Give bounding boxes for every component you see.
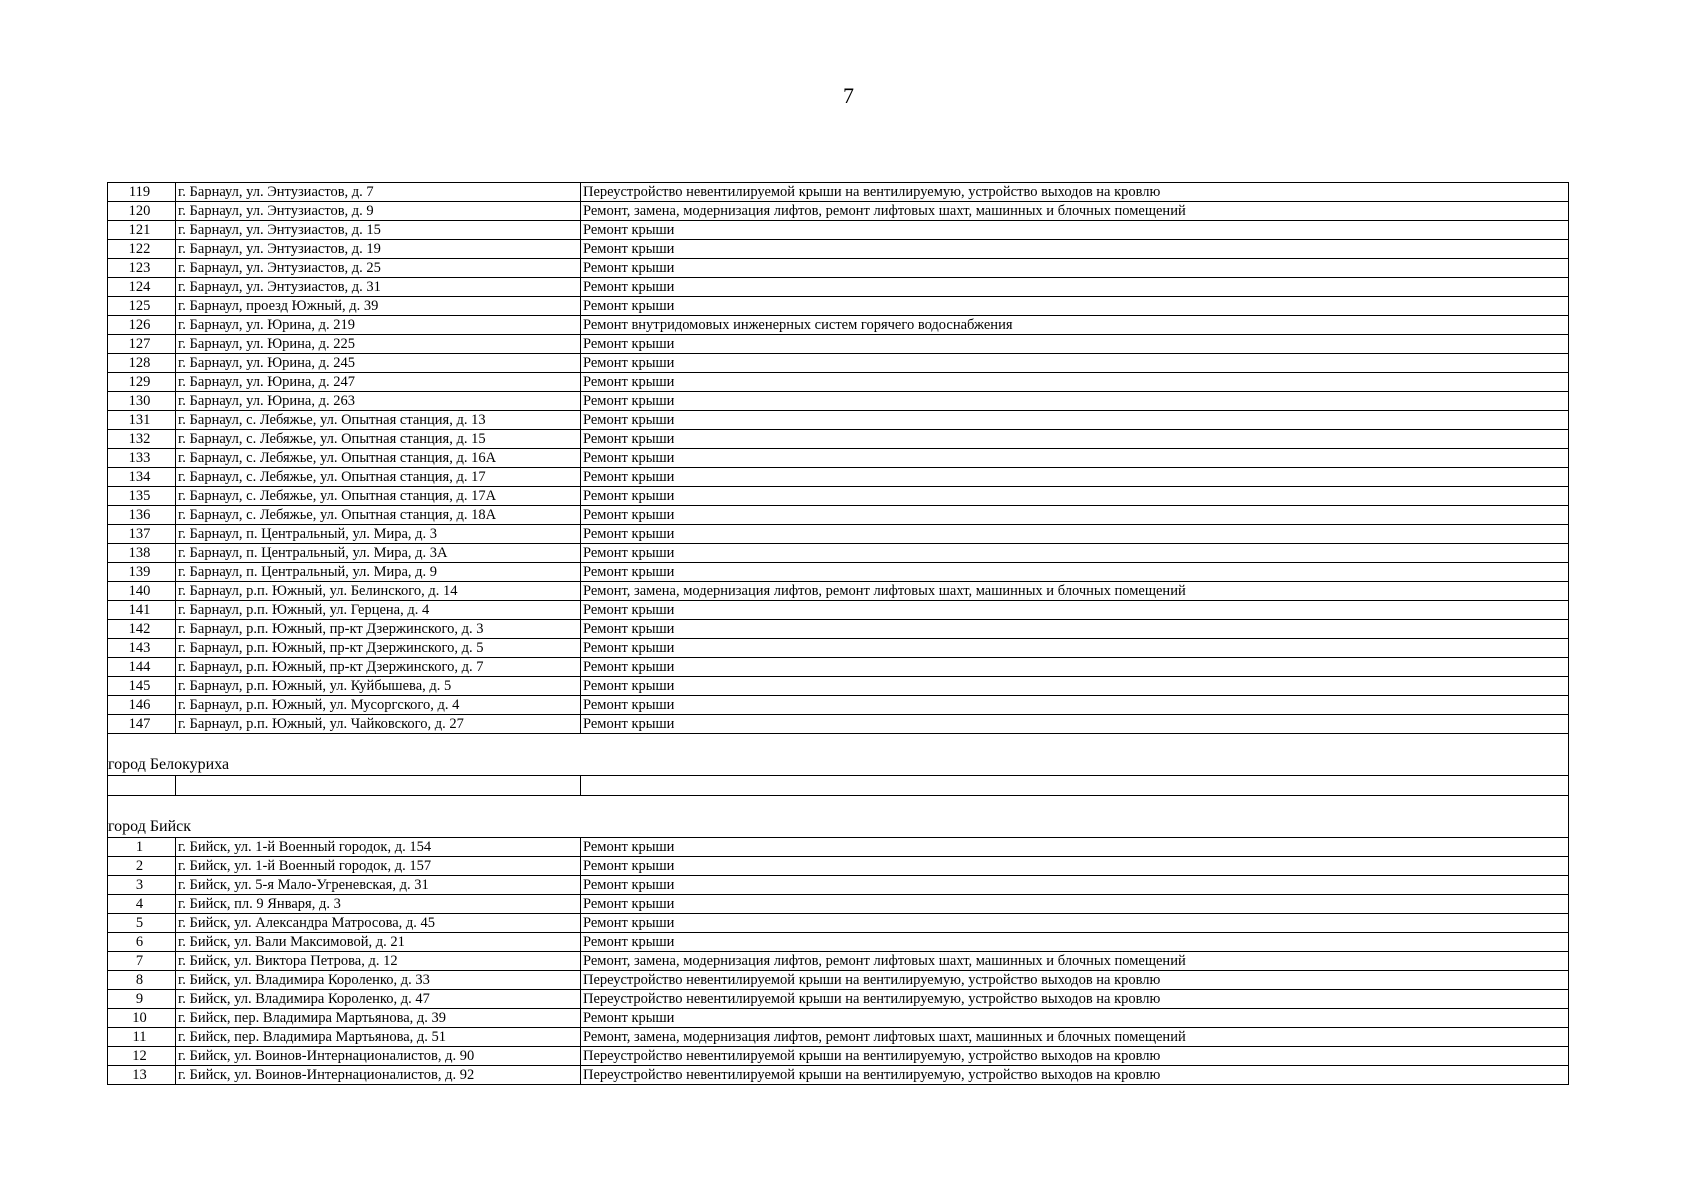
row-work-type: Переустройство невентилируемой крыши на вентилируемую, устройство выходов на кровлю <box>581 1066 1569 1085</box>
row-number: 146 <box>108 696 176 715</box>
section-header-row <box>108 796 1569 838</box>
table-row <box>108 183 1569 202</box>
table-row <box>108 354 1569 373</box>
row-number: 122 <box>108 240 176 259</box>
table-row <box>108 696 1569 715</box>
row-address: г. Барнаул, п. Центральный, ул. Мира, д. 3 <box>176 525 581 544</box>
row-work-type: Ремонт крыши <box>581 933 1569 952</box>
row-address: г. Барнаул, р.п. Южный, пр-кт Дзержинского, д. 3 <box>176 620 581 639</box>
empty-section-row <box>108 776 1569 796</box>
row-number: 136 <box>108 506 176 525</box>
row-address: г. Барнаул, р.п. Южный, ул. Чайковского, д. 27 <box>176 715 581 734</box>
row-work-type: Ремонт крыши <box>581 620 1569 639</box>
table-body <box>108 183 1569 1085</box>
row-work-type: Ремонт крыши <box>581 449 1569 468</box>
row-work-type: Ремонт крыши <box>581 430 1569 449</box>
row-number: 143 <box>108 639 176 658</box>
table-row <box>108 1066 1569 1085</box>
table-row <box>108 506 1569 525</box>
table-row <box>108 895 1569 914</box>
row-number: 142 <box>108 620 176 639</box>
row-address: г. Барнаул, ул. Энтузиастов, д. 7 <box>176 183 581 202</box>
row-number: 140 <box>108 582 176 601</box>
row-number: 139 <box>108 563 176 582</box>
table-row <box>108 971 1569 990</box>
row-work-type: Ремонт крыши <box>581 487 1569 506</box>
section-title: город Белокуриха <box>108 734 1569 776</box>
row-address: г. Бийск, ул. Виктора Петрова, д. 12 <box>176 952 581 971</box>
table-row <box>108 876 1569 895</box>
row-work-type: Ремонт крыши <box>581 392 1569 411</box>
table-row <box>108 838 1569 857</box>
row-address: г. Барнаул, ул. Юрина, д. 245 <box>176 354 581 373</box>
empty-work-cell <box>581 776 1569 796</box>
row-address: г. Бийск, ул. 5-я Мало-Угреневская, д. 31 <box>176 876 581 895</box>
row-address: г. Барнаул, ул. Энтузиастов, д. 25 <box>176 259 581 278</box>
row-number: 10 <box>108 1009 176 1028</box>
row-work-type: Ремонт крыши <box>581 639 1569 658</box>
table-row <box>108 620 1569 639</box>
row-number: 131 <box>108 411 176 430</box>
row-work-type: Ремонт крыши <box>581 335 1569 354</box>
row-address: г. Бийск, ул. Вали Максимовой, д. 21 <box>176 933 581 952</box>
table-row <box>108 933 1569 952</box>
row-work-type: Ремонт крыши <box>581 696 1569 715</box>
row-work-type: Ремонт крыши <box>581 278 1569 297</box>
row-work-type: Ремонт крыши <box>581 838 1569 857</box>
row-address: г. Барнаул, ул. Юрина, д. 247 <box>176 373 581 392</box>
row-number: 141 <box>108 601 176 620</box>
table-row <box>108 392 1569 411</box>
row-work-type: Ремонт крыши <box>581 658 1569 677</box>
row-number: 11 <box>108 1028 176 1047</box>
table-row <box>108 449 1569 468</box>
row-address: г. Барнаул, проезд Южный, д. 39 <box>176 297 581 316</box>
table-row <box>108 1028 1569 1047</box>
table-row <box>108 952 1569 971</box>
row-address: г. Барнаул, р.п. Южный, ул. Мусоргского, д. 4 <box>176 696 581 715</box>
row-number: 134 <box>108 468 176 487</box>
row-number: 147 <box>108 715 176 734</box>
table-row <box>108 525 1569 544</box>
table-row <box>108 857 1569 876</box>
row-work-type: Ремонт крыши <box>581 1009 1569 1028</box>
row-number: 137 <box>108 525 176 544</box>
row-number: 125 <box>108 297 176 316</box>
row-number: 8 <box>108 971 176 990</box>
row-work-type: Ремонт, замена, модернизация лифтов, ремонт лифтовых шахт, машинных и блочных помещений <box>581 582 1569 601</box>
table-row <box>108 202 1569 221</box>
row-address: г. Барнаул, ул. Энтузиастов, д. 9 <box>176 202 581 221</box>
row-address: г. Барнаул, п. Центральный, ул. Мира, д. 9 <box>176 563 581 582</box>
row-address: г. Барнаул, р.п. Южный, ул. Герцена, д. 4 <box>176 601 581 620</box>
row-number: 135 <box>108 487 176 506</box>
table-row <box>108 259 1569 278</box>
empty-num-cell <box>108 776 176 796</box>
row-number: 3 <box>108 876 176 895</box>
row-work-type: Ремонт крыши <box>581 876 1569 895</box>
row-number: 13 <box>108 1066 176 1085</box>
table-row <box>108 487 1569 506</box>
row-work-type: Переустройство невентилируемой крыши на вентилируемую, устройство выходов на кровлю <box>581 971 1569 990</box>
row-work-type: Переустройство невентилируемой крыши на вентилируемую, устройство выходов на кровлю <box>581 1047 1569 1066</box>
table-row <box>108 316 1569 335</box>
table-row <box>108 582 1569 601</box>
row-work-type: Ремонт крыши <box>581 221 1569 240</box>
row-work-type: Ремонт крыши <box>581 525 1569 544</box>
row-address: г. Барнаул, с. Лебяжье, ул. Опытная станция, д. 17 <box>176 468 581 487</box>
row-address: г. Барнаул, ул. Энтузиастов, д. 15 <box>176 221 581 240</box>
row-work-type: Ремонт крыши <box>581 259 1569 278</box>
row-number: 124 <box>108 278 176 297</box>
row-address: г. Барнаул, с. Лебяжье, ул. Опытная станция, д. 16А <box>176 449 581 468</box>
row-number: 5 <box>108 914 176 933</box>
row-number: 126 <box>108 316 176 335</box>
row-number: 120 <box>108 202 176 221</box>
row-address: г. Барнаул, ул. Юрина, д. 219 <box>176 316 581 335</box>
row-work-type: Ремонт крыши <box>581 544 1569 563</box>
table-row <box>108 335 1569 354</box>
row-address: г. Бийск, пер. Владимира Мартьянова, д. 39 <box>176 1009 581 1028</box>
row-number: 1 <box>108 838 176 857</box>
repair-program-table <box>107 182 1569 1085</box>
row-number: 12 <box>108 1047 176 1066</box>
row-address: г. Барнаул, с. Лебяжье, ул. Опытная станция, д. 15 <box>176 430 581 449</box>
table-row <box>108 990 1569 1009</box>
table-row <box>108 278 1569 297</box>
table-row <box>108 563 1569 582</box>
row-address: г. Барнаул, р.п. Южный, ул. Белинского, д. 14 <box>176 582 581 601</box>
row-work-type: Ремонт, замена, модернизация лифтов, ремонт лифтовых шахт, машинных и блочных помещений <box>581 952 1569 971</box>
row-work-type: Ремонт крыши <box>581 715 1569 734</box>
row-work-type: Ремонт крыши <box>581 297 1569 316</box>
table-row <box>108 411 1569 430</box>
table-row <box>108 658 1569 677</box>
row-address: г. Барнаул, с. Лебяжье, ул. Опытная станция, д. 13 <box>176 411 581 430</box>
row-work-type: Ремонт крыши <box>581 563 1569 582</box>
row-number: 127 <box>108 335 176 354</box>
row-address: г. Барнаул, ул. Энтузиастов, д. 19 <box>176 240 581 259</box>
row-address: г. Барнаул, ул. Энтузиастов, д. 31 <box>176 278 581 297</box>
table-row <box>108 914 1569 933</box>
row-number: 4 <box>108 895 176 914</box>
row-number: 121 <box>108 221 176 240</box>
table-row <box>108 221 1569 240</box>
row-address: г. Барнаул, с. Лебяжье, ул. Опытная станция, д. 17А <box>176 487 581 506</box>
page-number: 7 <box>843 83 854 108</box>
row-address: г. Барнаул, ул. Юрина, д. 263 <box>176 392 581 411</box>
row-number: 132 <box>108 430 176 449</box>
row-address: г. Барнаул, р.п. Южный, пр-кт Дзержинского, д. 5 <box>176 639 581 658</box>
row-work-type: Ремонт, замена, модернизация лифтов, ремонт лифтовых шахт, машинных и блочных помещений <box>581 1028 1569 1047</box>
row-address: г. Бийск, ул. Воинов-Интернационалистов, д. 92 <box>176 1066 581 1085</box>
row-work-type: Ремонт крыши <box>581 373 1569 392</box>
table-row <box>108 297 1569 316</box>
row-address: г. Барнаул, р.п. Южный, пр-кт Дзержинского, д. 7 <box>176 658 581 677</box>
table-row <box>108 1047 1569 1066</box>
table-row <box>108 677 1569 696</box>
row-work-type: Ремонт крыши <box>581 895 1569 914</box>
row-address: г. Бийск, ул. 1-й Военный городок, д. 157 <box>176 857 581 876</box>
row-number: 123 <box>108 259 176 278</box>
row-address: г. Бийск, пл. 9 Января, д. 3 <box>176 895 581 914</box>
row-address: г. Барнаул, п. Центральный, ул. Мира, д. 3А <box>176 544 581 563</box>
table-row <box>108 601 1569 620</box>
row-work-type: Ремонт крыши <box>581 240 1569 259</box>
row-address: г. Бийск, пер. Владимира Мартьянова, д. 51 <box>176 1028 581 1047</box>
row-work-type: Ремонт внутридомовых инженерных систем горячего водоснабжения <box>581 316 1569 335</box>
table-row <box>108 544 1569 563</box>
row-number: 2 <box>108 857 176 876</box>
row-address: г. Бийск, ул. Воинов-Интернационалистов, д. 90 <box>176 1047 581 1066</box>
row-work-type: Ремонт крыши <box>581 468 1569 487</box>
row-work-type: Переустройство невентилируемой крыши на вентилируемую, устройство выходов на кровлю <box>581 990 1569 1009</box>
section-header-row <box>108 734 1569 776</box>
table-row <box>108 240 1569 259</box>
row-work-type: Ремонт, замена, модернизация лифтов, ремонт лифтовых шахт, машинных и блочных помещений <box>581 202 1569 221</box>
table-row <box>108 1009 1569 1028</box>
row-work-type: Ремонт крыши <box>581 601 1569 620</box>
row-number: 144 <box>108 658 176 677</box>
row-address: г. Барнаул, с. Лебяжье, ул. Опытная станция, д. 18А <box>176 506 581 525</box>
row-work-type: Ремонт крыши <box>581 677 1569 696</box>
row-address: г. Бийск, ул. Владимира Короленко, д. 47 <box>176 990 581 1009</box>
table-row <box>108 373 1569 392</box>
row-work-type: Ремонт крыши <box>581 411 1569 430</box>
table-row <box>108 639 1569 658</box>
row-address: г. Бийск, ул. Александра Матросова, д. 45 <box>176 914 581 933</box>
row-number: 138 <box>108 544 176 563</box>
row-number: 7 <box>108 952 176 971</box>
row-work-type: Ремонт крыши <box>581 354 1569 373</box>
table-row <box>108 430 1569 449</box>
row-work-type: Ремонт крыши <box>581 914 1569 933</box>
table-row <box>108 715 1569 734</box>
row-number: 129 <box>108 373 176 392</box>
row-work-type: Ремонт крыши <box>581 857 1569 876</box>
row-number: 6 <box>108 933 176 952</box>
row-work-type: Переустройство невентилируемой крыши на вентилируемую, устройство выходов на кровлю <box>581 183 1569 202</box>
row-number: 130 <box>108 392 176 411</box>
row-address: г. Бийск, ул. 1-й Военный городок, д. 154 <box>176 838 581 857</box>
table-row <box>108 468 1569 487</box>
row-address: г. Барнаул, р.п. Южный, ул. Куйбышева, д. 5 <box>176 677 581 696</box>
row-number: 133 <box>108 449 176 468</box>
row-address: г. Бийск, ул. Владимира Короленко, д. 33 <box>176 971 581 990</box>
row-number: 119 <box>108 183 176 202</box>
section-title: город Бийск <box>108 796 1569 838</box>
empty-address-cell <box>176 776 581 796</box>
row-number: 9 <box>108 990 176 1009</box>
row-number: 128 <box>108 354 176 373</box>
row-number: 145 <box>108 677 176 696</box>
row-work-type: Ремонт крыши <box>581 506 1569 525</box>
row-address: г. Барнаул, ул. Юрина, д. 225 <box>176 335 581 354</box>
